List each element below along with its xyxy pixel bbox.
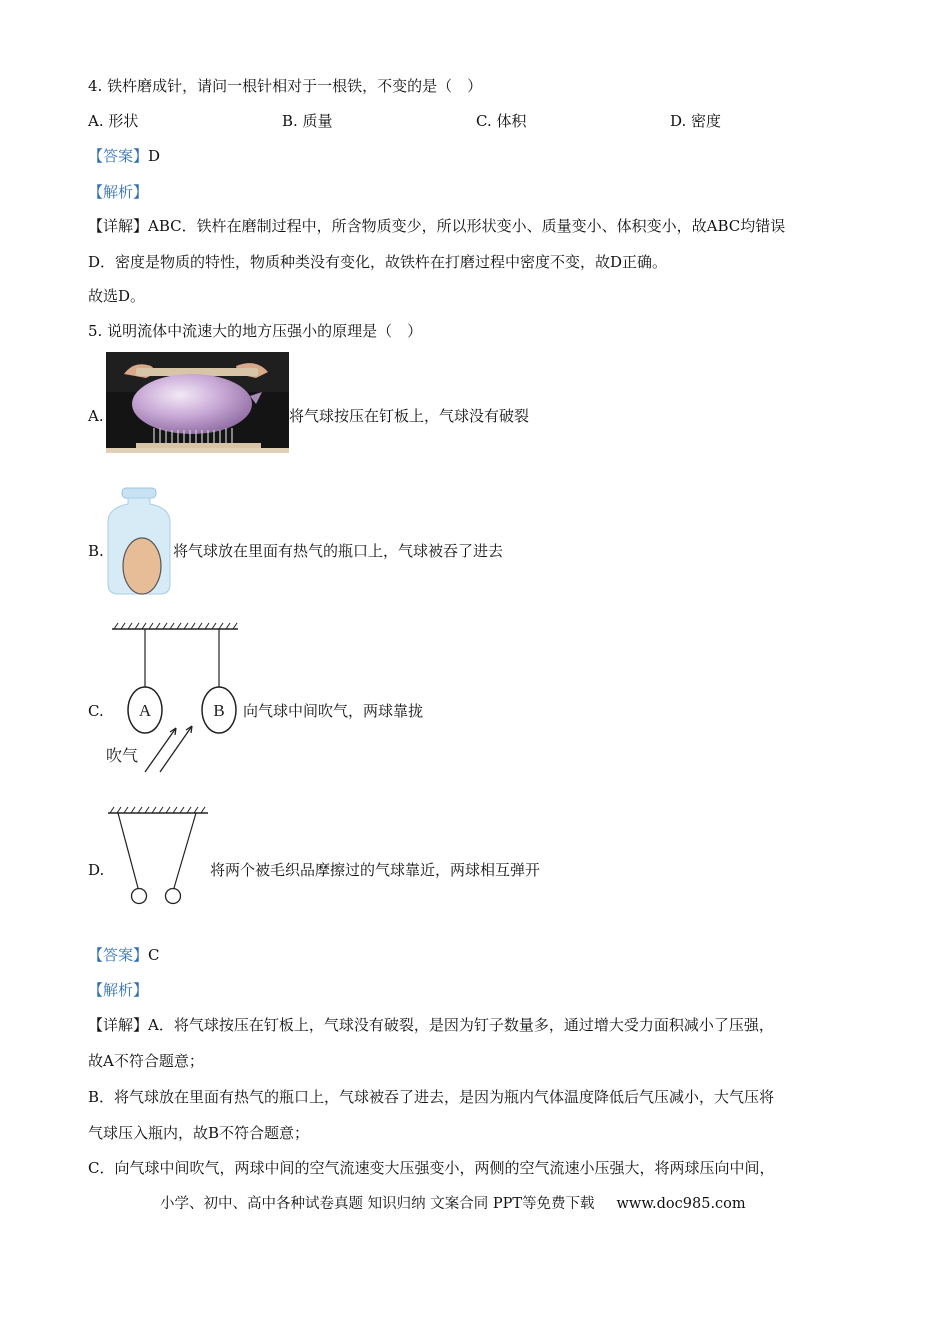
q4-option-b: B. 质量 — [282, 112, 333, 130]
q5-detail-a-line-1 — [88, 1015, 774, 1035]
q4-answer-line — [88, 146, 160, 166]
q4-detail-1: ABC．铁杵在磨制过程中，所含物质变少，所以形状变小、质量变小、体积变小，故ABC均错误 — [148, 217, 786, 235]
q5-answer-tag: 【答案】 — [88, 946, 149, 964]
balloon-b-label: B — [213, 701, 225, 720]
q5-detail-a-1: A．将气球按压在钉板上，气球没有破裂，是因为钉子数量多，通过增大受力面积减小了压强， — [148, 1016, 774, 1034]
q5-answer-line — [88, 945, 160, 965]
q5-option-b-label: B. — [88, 542, 104, 560]
q5-detail-a-2: 故A不符合题意； — [88, 1052, 204, 1070]
q5-detail-c-1: C．向气球中间吹气，两球中间的空气流速变大压强变小，两侧的空气流速小压强大，将两球压向中间， — [88, 1159, 775, 1177]
q4-answer-tag: 【答案】 — [88, 147, 149, 165]
two-repelling-balloons-diagram — [104, 804, 210, 906]
balloon-on-nail-board-photo — [106, 352, 289, 453]
q4-detail-tag: 【详解】 — [88, 217, 149, 235]
q4-detail-2: D．密度是物质的特性，物质种类没有变化，故铁杵在打磨过程中密度不变，故D正确。 — [88, 253, 668, 271]
bottle-with-egg-illustration — [106, 486, 172, 596]
q5-detail-b-1: B．将气球放在里面有热气的瓶口上，气球被吞了进去，是因为瓶内气体温度降低后气压减小，大气压将 — [88, 1088, 775, 1106]
blow-label: 吹气 — [106, 746, 139, 765]
q4-stem: 4. 铁杵磨成针，请问一根针相对于一根铁，不变的是（ ） — [88, 77, 483, 95]
q5-option-c-text: 向气球中间吹气，两球靠拢 — [243, 702, 424, 720]
q5-answer: C — [148, 946, 160, 964]
q4-analysis-tag: 【解析】 — [88, 183, 149, 201]
q5-option-a-label: A. — [88, 407, 104, 425]
page-footer — [160, 1192, 746, 1213]
q5-detail-tag: 【详解】 — [88, 1016, 149, 1034]
q4-conclusion: 故选D。 — [88, 287, 146, 305]
footer-text: 小学、初中、高中各种试卷真题 知识归纳 文案合同 PPT等免费下载 — [160, 1196, 595, 1212]
q5-option-d-label: D. — [88, 861, 105, 879]
q5-detail-b-2: 气球压入瓶内，故B不符合题意； — [88, 1124, 310, 1142]
q5-option-b-text: 将气球放在里面有热气的瓶口上，气球被吞了进去 — [173, 542, 504, 560]
q4-detail-line-1 — [88, 216, 785, 236]
q5-option-a-text: 将气球按压在钉板上，气球没有破裂 — [289, 407, 530, 425]
q5-analysis-tag: 【解析】 — [88, 981, 149, 999]
footer-url[interactable]: www.doc985.com — [616, 1196, 746, 1212]
q4-option-c: C. 体积 — [476, 112, 527, 130]
balloon-a-label: A — [138, 701, 152, 720]
q4-option-a: A. 形状 — [88, 112, 139, 130]
q5-option-d-text: 将两个被毛织品摩擦过的气球靠近，两球相互弹开 — [210, 861, 541, 879]
q4-answer: D — [148, 147, 161, 165]
q5-option-c-label: C. — [88, 702, 104, 720]
two-hanging-balloons-blow-diagram — [100, 620, 242, 776]
q5-stem: 5. 说明流体中流速大的地方压强小的原理是（ ） — [88, 322, 423, 340]
q4-option-d: D. 密度 — [670, 112, 722, 130]
